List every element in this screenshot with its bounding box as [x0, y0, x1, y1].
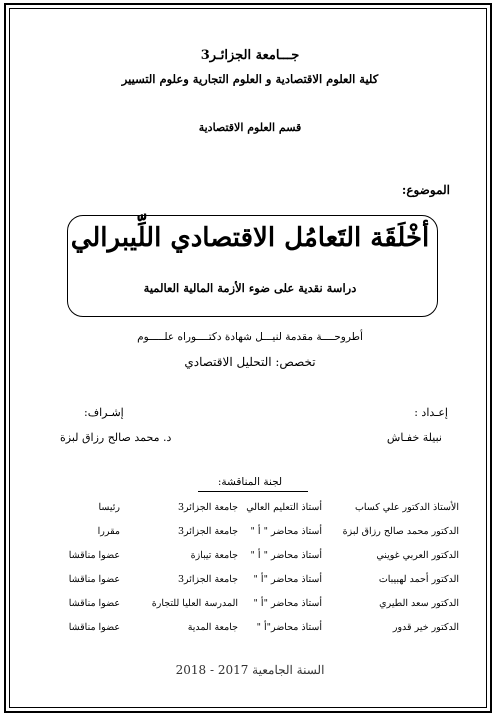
jury-member-institution: جامعة الجزائر3 [177, 574, 238, 585]
jury-member-name: الأستاذ الدكتور علي كساب [354, 502, 459, 513]
jury-row [0, 574, 500, 592]
supervised-by-label: إشـراف: [84, 406, 124, 419]
jury-row [0, 622, 500, 640]
jury-member-name: الدكتور أحمد لهبيبات [378, 574, 459, 585]
jury-member-role: عضوا مناقشا [68, 574, 120, 585]
thesis-title: أخْلَقَة التَعامُل الاقتصادي اللِّيبرالي [70, 223, 430, 253]
university-name: جـــامعة الجزائـر3 [200, 48, 300, 63]
faculty-name: كلية العلوم الاقتصادية و العلوم التجارية وعلوم التسيير [121, 72, 379, 86]
jury-member-institution: المدرسة العليا للتجارة [151, 598, 238, 609]
jury-row [0, 598, 500, 616]
thesis-subtitle: دراسة نقدية على ضوء الأزمة المالية العالمية [143, 281, 357, 295]
jury-title: لجنة المناقشة: [217, 476, 283, 488]
department-name: قسم العلوم الاقتصادية [198, 121, 302, 134]
jury-member-rank: أستاذ محاضر "أ " [253, 574, 322, 585]
topic-label: الموضوع: [401, 183, 450, 197]
jury-member-role: عضوا مناقشا [68, 598, 120, 609]
jury-member-role: مقررا [97, 526, 120, 537]
jury-member-role: عضوا مناقشا [68, 622, 120, 633]
jury-member-rank: أستاذ محاضر " أ " [250, 526, 322, 537]
jury-member-rank: أستاذ التعليم العالي [246, 502, 322, 513]
jury-member-role: عضوا مناقشا [68, 550, 120, 561]
thesis-statement: أطروحــــة مقدمة لنيـــل شهادة دكتــــوراه علـــــوم [137, 331, 363, 343]
jury-member-rank: أستاذ محاضر " أ " [250, 550, 322, 561]
jury-member-name: الدكتور خير قدور [392, 622, 459, 633]
author-name: نبيلة خفـاش [386, 431, 442, 444]
jury-row [0, 502, 500, 520]
jury-member-institution: جامعة المدية [187, 622, 238, 633]
jury-member-rank: أستاذ محاضر "أ " [253, 598, 322, 609]
supervisor-name: د. محمد صالح رزاق لبزة [60, 431, 172, 444]
jury-member-name: الدكتور سعد الطيري [379, 598, 459, 609]
specialization: تخصص: التحليل الاقتصادي [184, 355, 316, 369]
jury-member-name: الدكتور العربي غويني [376, 550, 459, 561]
jury-member-role: رئيسا [98, 502, 120, 513]
jury-member-rank: أستاذ محاضر"أ " [256, 622, 322, 633]
academic-year: السنة الجامعية 2017 - 2018 [175, 663, 325, 677]
jury-member-institution: جامعة الجزائر3 [177, 502, 238, 513]
jury-row [0, 550, 500, 568]
jury-row [0, 526, 500, 544]
jury-title-underline [198, 491, 308, 492]
prepared-by-label: إعـداد : [414, 406, 448, 419]
jury-member-institution: جامعة تيبازة [190, 550, 238, 561]
jury-member-name: الدكتور محمد صالح رزاق لبزة [342, 526, 459, 537]
jury-member-institution: جامعة الجزائر3 [177, 526, 238, 537]
